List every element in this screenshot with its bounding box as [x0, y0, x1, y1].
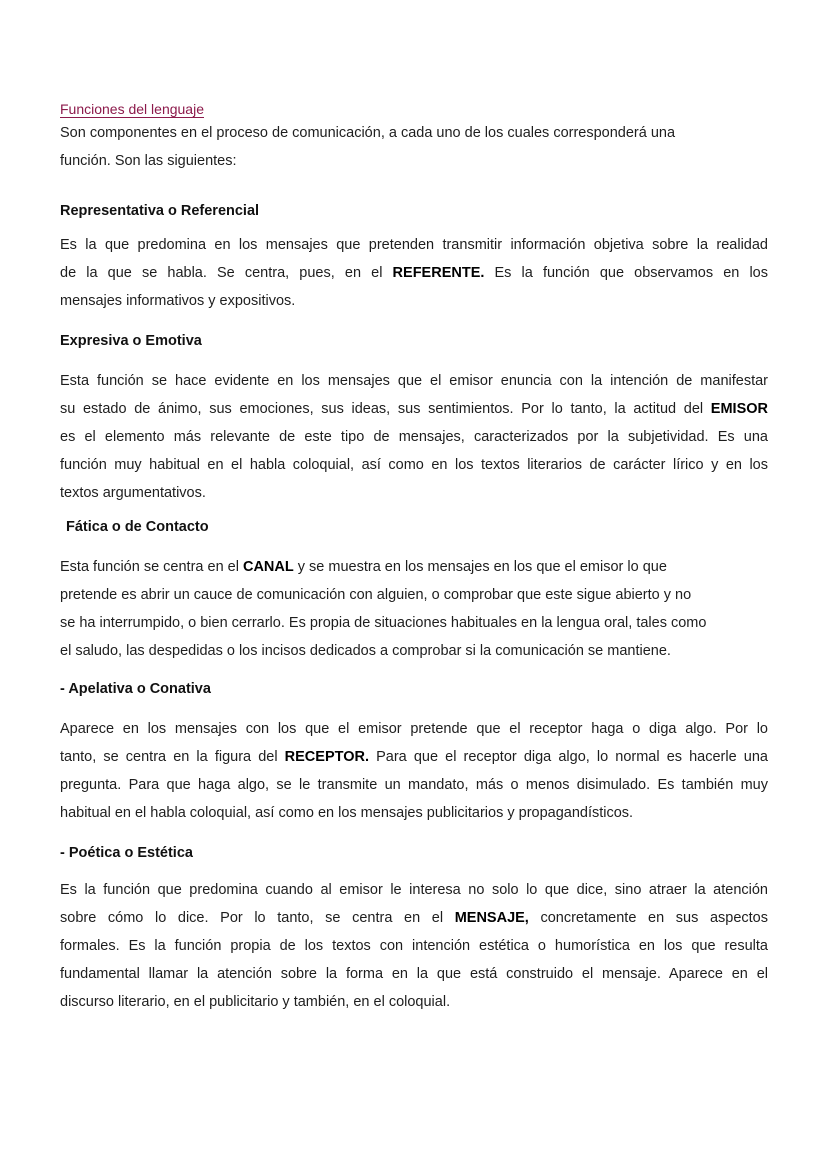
text-line: discurso literario, en el publicitario y también, en el coloquial. [60, 994, 451, 1010]
text-line: pregunta. Para que haga algo, se le transmite un mandato, más o menos disimulado. Es también muy [60, 777, 768, 793]
text-line [60, 259, 768, 287]
emphasized-term: EMISOR [710, 401, 768, 417]
text-line: formales. Es la función propia de los textos con intención estética o humorística en los que resulta [60, 938, 768, 954]
section-heading: - Apelativa o Conativa [60, 681, 211, 697]
text-line: Esta función se hace evidente en los mensajes que el emisor enuncia con la intención de manifestar [60, 373, 768, 389]
text-line: mensajes informativos y expositivos. [60, 293, 296, 309]
text-line [60, 904, 768, 932]
text-line: el saludo, las despedidas o los incisos dedicados a comprobar si la comunicación se mantiene. [60, 643, 671, 659]
document-title: Funciones del lenguaje [60, 101, 204, 117]
text-line: se ha interrumpido, o bien cerrarlo. Es propia de situaciones habituales en la lengua oral, tales como [60, 615, 707, 631]
text-segment: tanto, se centra en la figura del [60, 749, 285, 765]
section-heading: Fática o de Contacto [66, 519, 209, 535]
text-line: habitual en el habla coloquial, así como en los mensajes publicitarios y propagandísticos. [60, 805, 634, 821]
section-heading: Expresiva o Emotiva [60, 333, 202, 349]
emphasized-term: REFERENTE. [392, 265, 485, 281]
text-line [60, 743, 768, 771]
text-line: función muy habitual en el habla coloquial, así como en los textos literarios de carácter lírico y en los [60, 457, 768, 473]
text-line: Es la que predomina en los mensajes que pretenden transmitir información objetiva sobre la realidad [60, 237, 768, 253]
text-line: pretende es abrir un cauce de comunicación con alguien, o comprobar que este sigue abierto y no [60, 587, 692, 603]
text-line: fundamental llamar la atención sobre la forma en la que está construido el mensaje. Aparece en el [60, 966, 768, 982]
emphasized-term: RECEPTOR. [284, 749, 369, 765]
text-segment: Para que el receptor diga algo, lo normal es hacerle una [369, 749, 768, 765]
emphasized-term: MENSAJE, [454, 910, 529, 926]
text-line: textos argumentativos. [60, 485, 206, 501]
text-line: Aparece en los mensajes con los que el emisor pretende que el receptor haga o diga algo. Por lo [60, 721, 768, 737]
text-segment: sobre cómo lo dice. Por lo tanto, se centra en el [60, 910, 455, 926]
text-line: es el elemento más relevante de este tipo de mensajes, caracterizados por la subjetividad. Es una [60, 429, 768, 445]
text-segment: Es la función que observamos en los [484, 265, 769, 281]
section-heading: Representativa o Referencial [60, 203, 260, 219]
text-line [60, 553, 768, 581]
text-segment: Esta función se centra en el [60, 559, 243, 575]
text-line: Es la función que predomina cuando al emisor le interesa no solo lo que dice, sino atraer la atención [60, 882, 768, 898]
text-segment: su estado de ánimo, sus emociones, sus ideas, sus sentimientos. Por lo tanto, la actitud del [60, 401, 711, 417]
text-line: función. Son las siguientes: [60, 153, 237, 169]
section-heading: - Poética o Estética [60, 845, 193, 861]
text-line [60, 395, 768, 423]
text-segment: y se muestra en los mensajes en los que el emisor lo que [293, 559, 667, 575]
text-line: Son componentes en el proceso de comunicación, a cada uno de los cuales corresponderá una [60, 125, 676, 141]
emphasized-term: CANAL [242, 559, 294, 575]
text-segment: concretamente en sus aspectos [528, 910, 768, 926]
text-segment: de la que se habla. Se centra, pues, en el [60, 265, 393, 281]
